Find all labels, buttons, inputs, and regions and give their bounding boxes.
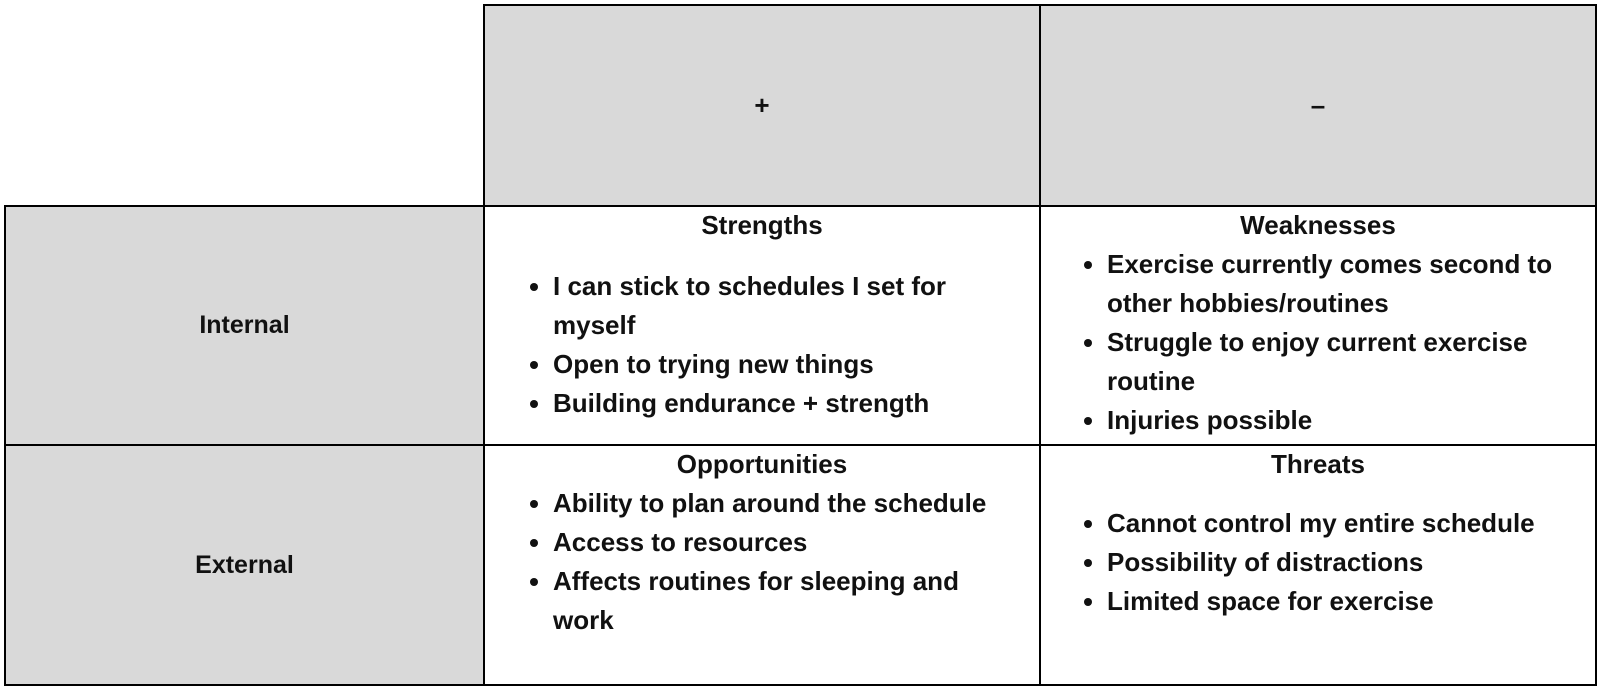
list-item: • Struggle to enjoy current exercise routine <box>1107 323 1579 401</box>
list-item: • I can stick to schedules I set for myself <box>553 267 1023 345</box>
list-item: • Access to resources <box>553 523 1023 562</box>
threats-title: Threats <box>1271 449 1365 479</box>
list-item: • Exercise currently comes second to other hobbies/routines <box>1107 245 1579 323</box>
threats-list <box>1041 504 1595 621</box>
weaknesses-list <box>1041 245 1595 440</box>
internal-label: Internal <box>199 311 290 339</box>
minus-column-header <box>1039 4 1597 207</box>
external-row-header <box>4 444 485 686</box>
opportunities-list <box>485 484 1039 640</box>
internal-row-header <box>4 205 485 446</box>
list-item: • Building endurance + strength <box>553 384 1023 423</box>
weaknesses-title: Weaknesses <box>1240 210 1396 240</box>
plus-column-header <box>483 4 1041 207</box>
minus-sign-label: – <box>1310 90 1326 120</box>
weaknesses-quadrant <box>1039 205 1597 446</box>
strengths-quadrant <box>483 205 1041 446</box>
threats-quadrant <box>1039 444 1597 686</box>
opportunities-quadrant <box>483 444 1041 686</box>
external-label: External <box>195 550 294 579</box>
list-item: • Limited space for exercise <box>1107 582 1579 621</box>
list-item: • Cannot control my entire schedule <box>1107 504 1579 543</box>
opportunities-title: Opportunities <box>676 449 848 479</box>
plus-sign-label: + <box>754 90 770 120</box>
list-item: • Ability to plan around the schedule <box>553 484 1023 523</box>
list-item: • Affects routines for sleeping and work <box>553 562 1023 640</box>
list-item: • Open to trying new things <box>553 345 1023 384</box>
strengths-title: Strengths <box>701 210 823 240</box>
strengths-list <box>485 267 1039 423</box>
list-item: • Possibility of distractions <box>1107 543 1579 582</box>
list-item: • Injuries possible <box>1107 401 1579 440</box>
